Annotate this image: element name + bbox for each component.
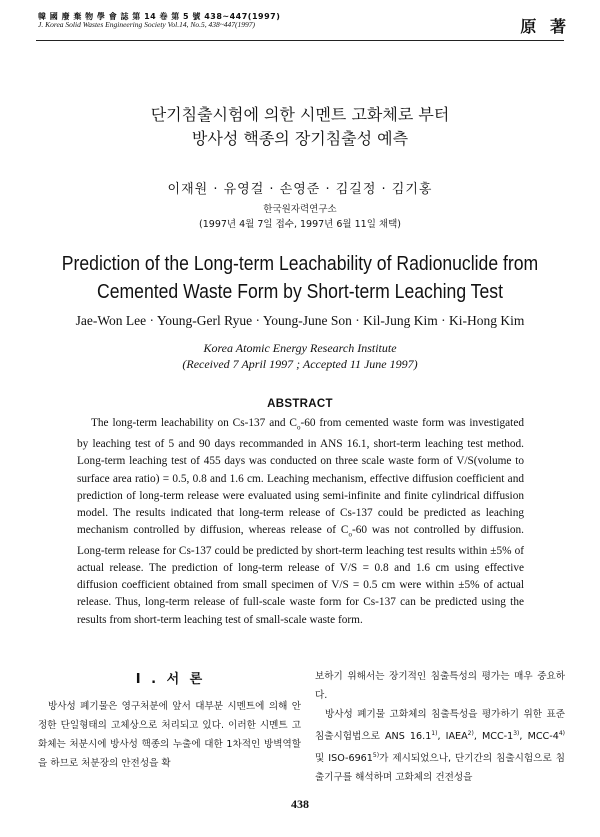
english-title-line2: Cemented Waste Form by Short-term Leaching Test — [97, 281, 503, 303]
journal-header-english: J. Korea Solid Wastes Engineering Society Vol.14, No.5, 438~447(1997) — [38, 20, 256, 30]
intro-text: 가 제시되었으나, 단기간의 침출시험으로 침출기구를 해석하며 고화체의 건전성을 — [315, 753, 565, 784]
abstract-text-part2: -60 from cemented waste form was investigated by leaching test of 5 and 90 days recommanded in ANS 16.1, short-term leaching test method. Long-term leaching test of 455 days was conducted on three scale waste form of V/S(volume to surface area ratio) = 0.5, 0.8 and 1.6 cm. Leaching mechanism, effective diffusion coefficient and prediction of long-term release were evaluated using semi-infinite and finite cylindrical diffusion model. The results indicated that long-term release of Cs-137 could be predicted as leaching mechanism controlled by diffusion, whereas release of C — [77, 417, 524, 536]
intro-text: 및 ISO-6961 — [315, 753, 373, 765]
english-affiliation: Korea Atomic Energy Research Institute — [203, 341, 397, 355]
reference-marker: 5) — [372, 752, 380, 760]
abstract-subscript1: o — [296, 423, 301, 432]
intro-text: , MCC-4 — [519, 731, 559, 743]
reference-marker: 3) — [513, 730, 520, 737]
abstract-body — [77, 415, 524, 629]
intro-text: 방사성 폐기물 고화체의 침출특성을 평가하기 위한 표준침출시험법으로 ANS 16.1 — [315, 709, 565, 743]
english-title-line1: Prediction of the Long-term Leachability of Radionuclide from — [61, 253, 539, 275]
korean-title — [0, 103, 600, 151]
english-dates: (Received 7 April 1997 ; Accepted 11 June 1997) — [182, 357, 418, 371]
abstract-heading: ABSTRACT — [267, 398, 333, 410]
abstract-text-part1: The long-term leachability on Cs-137 and C — [91, 417, 297, 429]
intro-text: , MCC-1 — [473, 731, 514, 743]
korean-dates: (1997년 4월 7일 접수, 1997년 6월 11일 채택) — [199, 219, 401, 230]
intro-left-column: 방사성 폐기물은 영구처분에 앞서 대부분 시멘트에 의해 안정한 단일형태의 고체상으로 처리되고 있다. 이러한 시멘트 고화체는 처분시에 방사성 핵종의 누출에 대한 1차적인 방벽역할을 하므로 처분장의 안전성을 확 — [38, 701, 301, 769]
korean-affiliation: 한국원자력연구소 — [263, 204, 337, 215]
intro-right-paragraph2 — [315, 705, 565, 787]
intro-right-paragraph1: 보하기 위해서는 장기적인 침출특성의 평가는 매우 중요하다. — [315, 671, 565, 701]
intro-text: , IAEA — [437, 731, 468, 743]
korean-authors: 이재원 · 유영걸 · 손영준 · 김길정 · 김기홍 — [167, 182, 433, 197]
article-type-label: 原 著 — [520, 17, 570, 36]
page-number: 438 — [291, 797, 309, 811]
english-authors: Jae-Won Lee · Young-Gerl Ryue · Young-June Son · Kil-Jung Kim · Ki-Hong Kim — [75, 313, 525, 328]
header-divider — [36, 40, 564, 41]
intro-right-column — [315, 667, 565, 787]
english-title — [36, 250, 564, 306]
korean-title-line1: 단기침출시험에 의한 시멘트 고화체로 부터 — [150, 105, 450, 124]
abstract-subscript2: o — [348, 530, 352, 539]
journal-header — [38, 12, 478, 30]
korean-title-line2: 방사성 핵종의 장기침출성 예측 — [191, 129, 409, 148]
reference-marker: 4) — [558, 730, 565, 737]
reference-marker: 1) — [431, 730, 438, 737]
reference-marker: 2) — [467, 730, 474, 737]
journal-header-korean: 韓 國 廢 棄 物 學 會 誌 第 14 卷 第 5 號 438~447(1997) — [38, 12, 281, 21]
abstract-text-part3: -60 was not controlled by diffusion. Long-term release for Cs-137 could be predicted by short-term leaching test results within ±5% of actual release. The prediction of long-term release of V/S = 0.8 and 1.6 cm using effective diffusion coefficient obtained from small specimen of V/S = 0.5 cm were within ±5% of actual release. Thus, long-term release of full-scale waste form for Cs-137 can be predicted using the results from short-term leaching test of small-scale waste form. — [77, 523, 524, 626]
introduction-heading: I . 서 론 — [135, 672, 206, 687]
